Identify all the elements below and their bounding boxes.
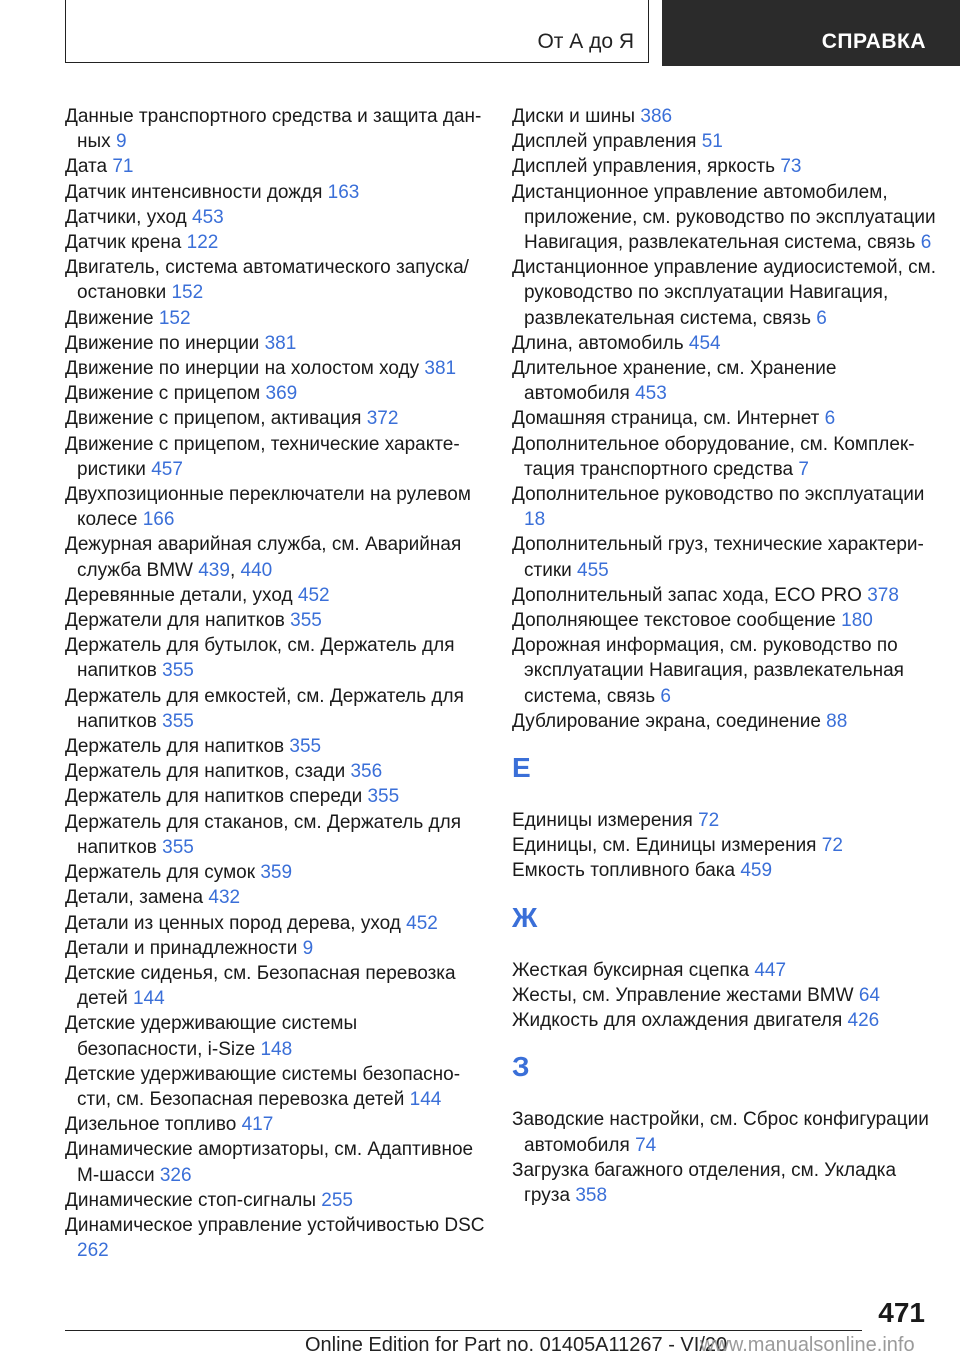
page-link[interactable]: 72 (698, 810, 720, 832)
index-entry-text: Емкость топливного бака (512, 860, 736, 882)
index-entry (512, 858, 942, 883)
index-letter-e: Е (512, 752, 531, 784)
index-entry (512, 255, 942, 331)
index-entry (65, 1188, 485, 1213)
index-entry (65, 911, 485, 936)
page-link[interactable]: 359 (260, 862, 293, 884)
index-entry (512, 833, 942, 858)
index-entry-text: Дизельное топливо (65, 1114, 237, 1136)
page-link[interactable]: 372 (366, 408, 399, 430)
index-entry (65, 104, 485, 154)
index-entry-text: Детские удерживающие системы безопасности, i-Size (65, 1013, 358, 1060)
page-link[interactable]: 9 (302, 937, 314, 959)
index-entry (65, 734, 485, 759)
index-entry (65, 230, 485, 255)
page-link[interactable]: 386 (640, 106, 673, 127)
page-link[interactable]: 255 (321, 1189, 353, 1211)
index-entry (65, 1137, 485, 1187)
page-link[interactable]: 6 (824, 408, 836, 430)
page-link[interactable]: 358 (575, 1184, 608, 1206)
index-entry (512, 808, 942, 833)
index-entry (65, 1062, 485, 1112)
index-entry (512, 1008, 942, 1033)
index-entry-text: Дополняющее текстовое сообщение (512, 610, 836, 632)
index-entry (65, 306, 485, 331)
index-entry-text: Длина, автомобиль (512, 332, 684, 354)
index-entry (65, 532, 485, 582)
index-entry-text: Дублирование экрана, соединение (512, 710, 821, 732)
page-link[interactable]: 432 (208, 887, 241, 909)
index-entry-text: Дистанционное управление аудиосистемой, см. руководство по эксплуатации Навигация, развлекательная система, связь (512, 257, 936, 329)
index-entry (65, 608, 485, 633)
index-entry-text: Держатель для сумок (65, 862, 256, 884)
page-link[interactable]: 64 (858, 984, 880, 1006)
index-entry-text: Детали из ценных пород дерева, уход (65, 912, 401, 934)
index-entry-text: Держатель для напитков спереди (65, 786, 363, 808)
page-link[interactable]: 148 (260, 1038, 293, 1060)
index-entry-text: Длительное хранение, см. Хранение автомобиля (512, 358, 837, 405)
page-link[interactable]: 355 (289, 736, 322, 758)
index-entry-text: Жесткая буксирная сцепка (512, 959, 750, 981)
page-link[interactable]: 355 (162, 836, 194, 858)
page-link[interactable]: 152 (171, 282, 204, 304)
index-entry-text: Двигатель, система автоматического запуска/остановки (65, 257, 469, 304)
index-entry (512, 406, 942, 431)
section-tab[interactable] (65, 0, 649, 63)
index-entry-text: Движение с прицепом (65, 383, 261, 405)
page-link[interactable]: 453 (635, 383, 667, 405)
index-entry (65, 255, 485, 305)
index-entry-text: Дистанционное управление автомобилем, приложение, см. руководство по эксплуатации Навигация, развлекательная система, связь (512, 181, 936, 254)
page-link[interactable]: 454 (688, 332, 721, 354)
index-entry-text: Детские удерживающие системы безопасности, см. Безопасная перевозка детей (65, 1063, 461, 1110)
index-entry-text: Динамическое управление устойчивостью DSC (65, 1214, 485, 1236)
page-link[interactable]: 152 (158, 307, 191, 329)
index-group-z (512, 1107, 942, 1208)
index-entry (65, 1011, 485, 1061)
index-entry (512, 129, 942, 154)
index-entry (65, 356, 485, 381)
page-link[interactable]: 381 (264, 332, 297, 354)
page-link[interactable]: 355 (367, 786, 400, 808)
page-link[interactable]: 326 (159, 1164, 192, 1186)
index-entry-text: Дисплей управления (512, 131, 697, 153)
index-column-left (65, 104, 485, 1263)
page-link[interactable]: 71 (112, 156, 134, 178)
index-entry-text: Датчик интенсивности дождя (65, 181, 323, 203)
page-link[interactable]: 6 (816, 307, 827, 329)
page-link[interactable]: 144 (132, 988, 165, 1010)
page-link[interactable]: 355 (162, 710, 194, 732)
index-entry-text: Движение по инерции на холостом ходу (65, 358, 420, 380)
page-link[interactable]: 18 (524, 509, 546, 531)
page-link[interactable]: 447 (754, 959, 787, 981)
index-entry (512, 154, 942, 179)
chapter-tab-label: СПРАВКА (821, 30, 926, 53)
index-entry-text: Загрузка багажного отделения, см. Укладка груза (512, 1159, 897, 1206)
index-entry-text: Детские сиденья, см. Безопасная перевозка детей (65, 962, 456, 1010)
page-link[interactable]: 163 (327, 181, 360, 203)
index-entry-text: Держатель для стаканов, см. Держатель для напитков (65, 811, 461, 858)
index-entry-text: Деревянные детали, уход (65, 584, 293, 606)
page-header (0, 0, 960, 66)
page-link[interactable]: 378 (867, 584, 899, 606)
index-entry-text: Дополнительное руководство по эксплуатации (512, 484, 925, 506)
page-link[interactable]: 417 (241, 1114, 274, 1136)
page-link[interactable]: 457 (151, 458, 183, 480)
index-entry-text: Детали и принадлежности (65, 937, 298, 959)
index-entry-text: Держатели для напитков (65, 610, 285, 632)
page-link[interactable]: 452 (406, 912, 438, 934)
page-link[interactable]: 439 (198, 559, 230, 581)
index-entry-text: Двухпозиционные переключатели на рулевом колесе (65, 484, 471, 531)
page-link[interactable]: 459 (740, 860, 773, 882)
page-link[interactable]: 180 (841, 610, 873, 632)
index-entry (512, 1107, 942, 1157)
index-entry (65, 331, 485, 356)
index-entry (512, 104, 942, 129)
index-entry (65, 936, 485, 961)
index-entry (65, 860, 485, 885)
index-entry (65, 154, 485, 179)
index-entry (512, 356, 942, 406)
index-entry-text: Движение по инерции (65, 332, 260, 354)
index-entry (512, 958, 942, 983)
page-link[interactable]: 72 (821, 835, 843, 857)
index-entry-text: Держатель для напитков (65, 736, 285, 758)
page-link[interactable]: 452 (297, 584, 330, 606)
index-entry (65, 810, 485, 860)
index-entry (65, 432, 485, 482)
index-entry-text: Движение с прицепом, активация (65, 408, 362, 430)
index-entry-text: Динамические амортизаторы, см. Адаптивное М-шасси (65, 1139, 474, 1186)
page-link[interactable]: 356 (350, 761, 383, 783)
page-link[interactable]: 6 (920, 232, 932, 254)
index-entry-text: Единицы измерения (512, 810, 693, 832)
index-group-d (512, 104, 942, 734)
index-entry (512, 432, 942, 482)
index-entry (512, 482, 942, 532)
index-entry (65, 205, 485, 230)
index-entry-text: Держатель для емкостей, см. Держатель для напитков (65, 685, 464, 732)
page-link[interactable]: 73 (780, 156, 802, 178)
index-entry (512, 709, 942, 734)
index-group-e (512, 808, 942, 884)
index-entry (512, 1158, 942, 1208)
page-link[interactable]: 6 (660, 685, 671, 707)
page-separator: , (229, 559, 241, 581)
page-link[interactable]: 262 (77, 1240, 109, 1262)
page-link[interactable]: 144 (409, 1088, 442, 1110)
page-link[interactable]: 122 (186, 232, 219, 254)
index-entry-text: Жесты, см. Управление жестами BMW (512, 984, 854, 1006)
page-link[interactable]: 355 (162, 660, 194, 682)
index-entry (65, 1112, 485, 1137)
index-entry-text: Датчики, уход (65, 206, 187, 228)
index-entry (65, 961, 485, 1011)
index-entry (512, 583, 942, 608)
index-entry (512, 180, 942, 256)
index-entry (65, 684, 485, 734)
index-entry-text: Дорожная информация, см. руководство по эксплуатации Навигация, развлекательная система, связь (512, 635, 904, 707)
index-entry (65, 784, 485, 809)
index-entry (65, 482, 485, 532)
index-entry-text: Дежурная аварийная служба, см. Аварийная служба BMW (65, 534, 462, 581)
index-entry (65, 381, 485, 406)
page-link[interactable]: 74 (635, 1134, 657, 1156)
index-entry (65, 1213, 485, 1263)
page-link[interactable]: 455 (577, 559, 609, 581)
page-link[interactable]: 355 (290, 610, 322, 632)
index-entry-text: Динамические стоп-сигналы (65, 1189, 316, 1211)
index-group-zh (512, 958, 942, 1034)
index-entry (65, 180, 485, 205)
page-link[interactable]: 381 (424, 358, 457, 380)
page-link[interactable]: 51 (701, 131, 723, 153)
index-entry-text: Единицы, см. Единицы измерения (512, 835, 817, 857)
index-entry-text: Движение (65, 307, 154, 329)
page-link[interactable]: 369 (265, 383, 298, 405)
page-link[interactable]: 7 (798, 458, 809, 480)
section-tab-label: От А до Я (537, 30, 634, 53)
chapter-tab[interactable] (662, 0, 960, 66)
index-entry (65, 406, 485, 431)
page-link[interactable]: 88 (826, 710, 848, 732)
index-entry-text: Дополнительное оборудование, см. Комплектация транспортного средства (512, 433, 915, 480)
page-link[interactable]: 9 (115, 131, 127, 153)
index-entry-text: Заводские настройки, см. Сброс конфигурации автомобиля (512, 1109, 929, 1156)
index-entry-text: Домашняя страница, см. Интернет (512, 408, 820, 430)
index-entry-text: Движение с прицепом, технические характеристики (65, 433, 460, 480)
page-link[interactable]: 166 (142, 509, 175, 531)
index-entry (512, 608, 942, 633)
index-entry (65, 583, 485, 608)
index-entry-text: Дисплей управления, яркость (512, 156, 776, 178)
index-entry-text: Держатель для бутылок, см. Держатель для напитков (65, 635, 455, 682)
index-entry-text: Жидкость для охлаждения двигателя (512, 1010, 843, 1032)
index-entry-text: Данные транспортного средства и защита данных (65, 106, 482, 153)
index-entry-text: Дополнительный груз, технические характеристики (512, 534, 924, 581)
index-entry (65, 633, 485, 683)
index-entry-text: Дата (65, 156, 108, 178)
index-entry (65, 885, 485, 910)
index-column-right (512, 104, 942, 1208)
page-link[interactable]: 453 (192, 206, 224, 228)
index-entry (512, 331, 942, 356)
index-entry-text: Датчик крена (65, 232, 182, 254)
page-link[interactable]: 440 (240, 559, 273, 581)
index-entry-text: Диски и шины (512, 106, 636, 127)
footer-divider (65, 1330, 862, 1331)
index-entry (65, 759, 485, 784)
index-entry-text: Держатель для напитков, сзади (65, 761, 346, 783)
index-letter-zh: Ж (512, 901, 538, 933)
page-link[interactable]: 426 (847, 1010, 880, 1032)
edition-note: Online Edition for Part no. 01405A11267 - VI/20 (305, 1334, 728, 1356)
index-letter-z: З (512, 1051, 530, 1083)
index-entry (512, 633, 942, 709)
index-entry-text: Дополнительный запас хода, ECO PRO (512, 584, 862, 606)
index-entry-text: Детали, замена (65, 887, 204, 909)
index-entry (512, 983, 942, 1008)
watermark-text: www.manualsonline.info (700, 1334, 915, 1356)
page-number: 471 (878, 1297, 925, 1328)
index-entry (512, 532, 942, 582)
